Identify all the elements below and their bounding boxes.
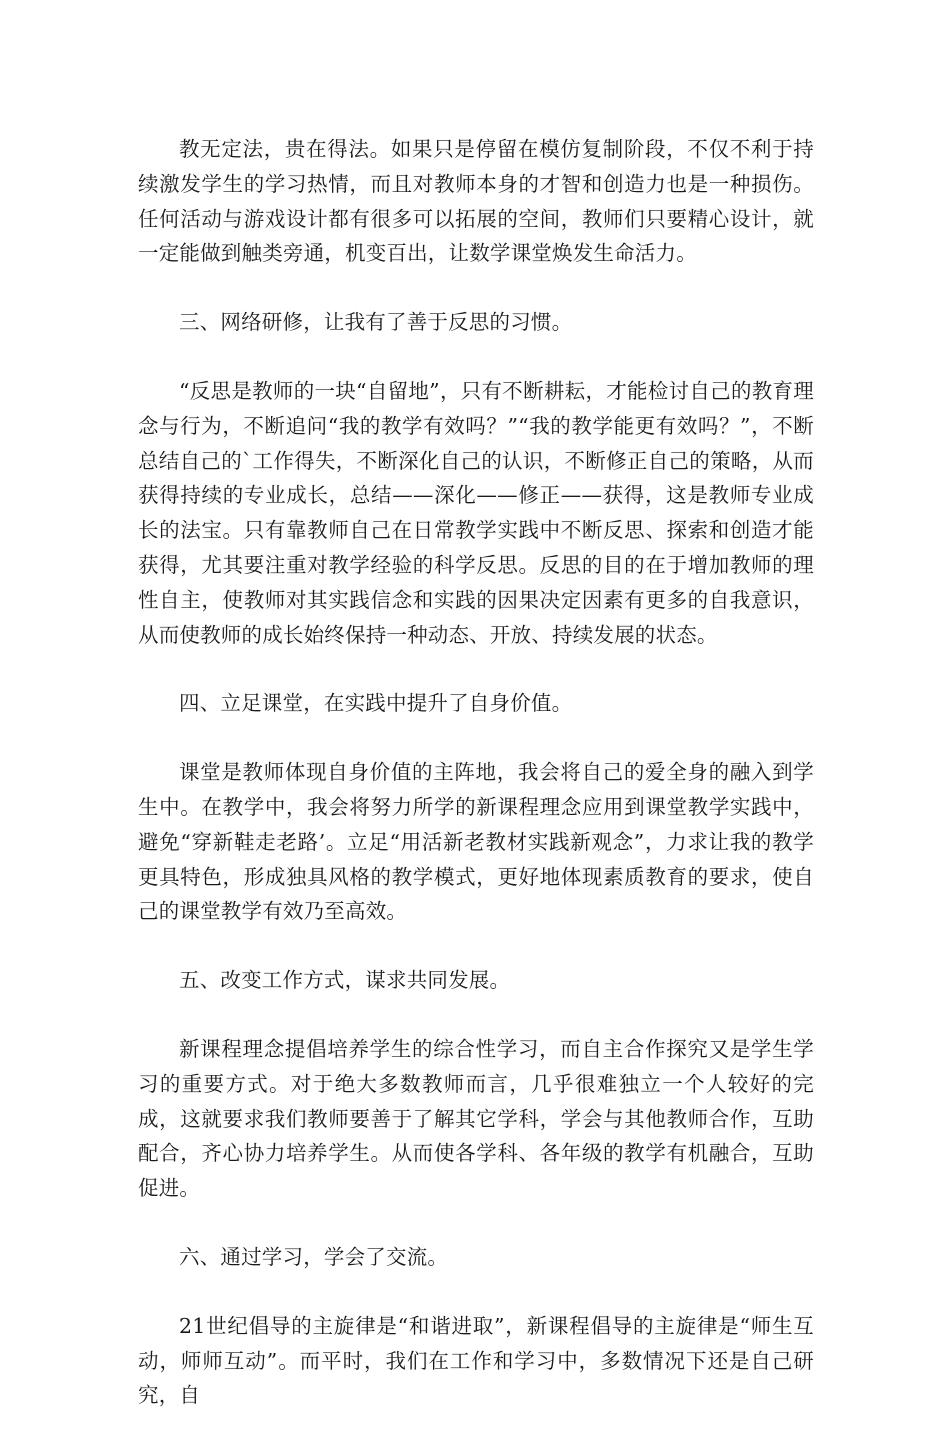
paragraph-classroom: 课堂是教师体现自身价值的主阵地，我会将自己的爱全身的融入到学生中。在教学中，我会将努力所学的新课程理念应用到课堂教学实践中，避免“穿新鞋走老路’。立足“用活新老教材实践新观念”，力求让我的教学更具特色，形成独具风格的教学模式，更好地体现素质教育的要求，使自己的课堂教学有效乃至高效。 xyxy=(138,760,814,924)
document-body xyxy=(138,132,814,1447)
paragraph-teaching-method: 教无定法，贵在得法。如果只是停留在模仿复制阶段，不仅不利于持续激发学生的学习热情，而且对教师本身的才智和创造力也是一种损伤。任何活动与游戏设计都有很多可以拓展的空间，教师们只要精心设计，就一定能做到触类旁通，机变百出，让数学课堂焕发生命活力。 xyxy=(138,137,814,266)
section-heading-4: 四、立足课堂，在实践中提升了自身价值。 xyxy=(179,691,573,716)
paragraph-reflection: “反思是教师的一块“自留地”，只有不断耕耘，才能检讨自己的教育理念与行为，不断追问“我的教学有效吗？”“我的教学能更有效吗？”，不断总结自己的`工作得失，不断深化自己的认识，不断修正自己的策略，从而获得持续的专业成长，总结——深化——修正——获得，这是教师专业成长的法宝。只有靠教师自己在日常教学实践中不断反思、探索和创造才能获得，尤其要注重对教学经验的科学反思。反思的目的在于增加教师的理性自主，使教师对其实践信念和实践的因果决定因素有更多的自我意识，从而使教师的成长始终保持一种动态、开放、持续发展的状态。 xyxy=(138,378,814,647)
section-heading-5: 五、改变工作方式，谋求共同发展。 xyxy=(179,968,511,993)
section-heading-3: 三、网络研修，让我有了善于反思的习惯。 xyxy=(179,310,573,335)
section-heading-6: 六、通过学习，学会了交流。 xyxy=(179,1244,449,1269)
paragraph-cooperation: 新课程理念提倡培养学生的综合性学习，而自主合作探究又是学生学习的重要方式。对于绝大多数教师而言，几乎很难独立一个人较好的完成，这就要求我们教师要善于了解其它学科，学会与其他教师合作，互助配合，齐心协力培养学生。从而使各学科、各年级的教学有机融合，互助促进。 xyxy=(138,1036,814,1201)
paragraph-communication: 21世纪倡导的主旋律是“和谐进取”，新课程倡导的主旋律是“师生互动，师师互动”。而平时，我们在工作和学习中，多数情况下还是自己研究，自 xyxy=(138,1313,814,1408)
